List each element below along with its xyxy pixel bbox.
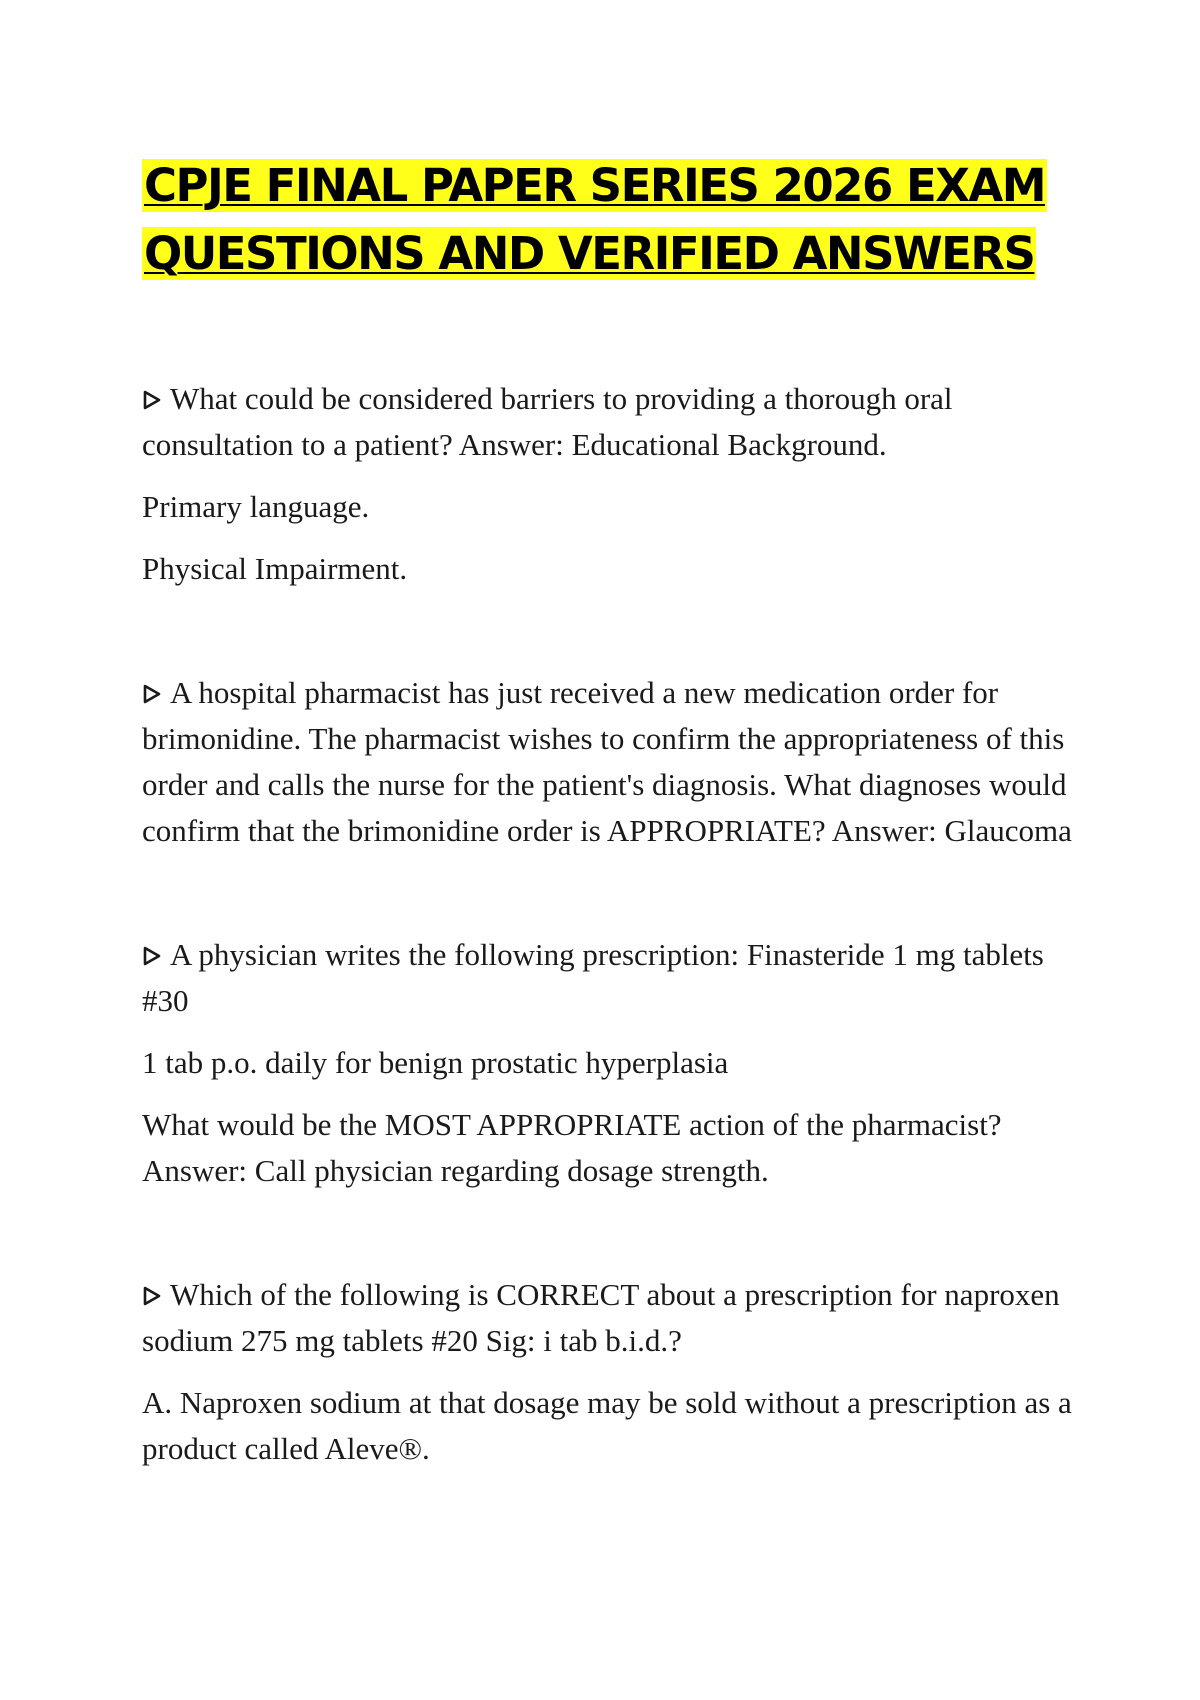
question-3-text <box>142 932 1082 1024</box>
triangle-right-outline-icon <box>142 683 162 705</box>
triangle-right-outline-icon <box>142 945 162 967</box>
triangle-right-outline-icon <box>142 1285 162 1307</box>
title-line-1: CPJE FINAL PAPER SERIES 2026 EXAM <box>144 159 1045 212</box>
title-line-2: QUESTIONS AND VERIFIED ANSWERS <box>144 227 1035 280</box>
question-4-paragraph-1: Which of the following is CORRECT about a prescription for naproxen sodium 275 mg tablets #20 Sig: i tab b.i.d.? <box>142 1277 1060 1358</box>
question-1-paragraph-1: What could be considered barriers to providing a thorough oral consultation to a patient? Answer: Educational Background. <box>142 381 953 462</box>
question-block-3 <box>142 932 1082 1194</box>
question-block-4 <box>142 1272 1082 1472</box>
question-block-2 <box>142 670 1082 854</box>
question-2-paragraph-1: A hospital pharmacist has just received a new medication order for brimonidine. The pharmacist wishes to confirm the appropriateness of this order and calls the nurse for the patient's diagnosis. What diagnoses would confirm that the brimonidine order is APPROPRIATE? Answer: Glaucoma <box>142 675 1072 848</box>
question-block-1 <box>142 376 1082 592</box>
question-4-paragraph-2: A. Naproxen sodium at that dosage may be sold without a prescription as a product called Aleve®. <box>142 1385 1072 1466</box>
question-3-paragraph-3: What would be the MOST APPROPRIATE action of the pharmacist? Answer: Call physician regarding dosage strength. <box>142 1107 1002 1188</box>
question-3-paragraph-1: A physician writes the following prescription: Finasteride 1 mg tablets #30 <box>142 937 1044 1018</box>
question-1-paragraph-3: Physical Impairment. <box>142 551 408 586</box>
triangle-right-outline-icon <box>142 389 162 411</box>
question-4-text <box>142 1272 1082 1364</box>
question-1-text <box>142 376 1082 468</box>
question-2-text <box>142 670 1082 854</box>
question-1-paragraph-2: Primary language. <box>142 489 370 524</box>
document-page <box>142 152 1082 1550</box>
question-3-paragraph-2: 1 tab p.o. daily for benign prostatic hyperplasia <box>142 1045 729 1080</box>
document-title <box>142 152 1082 288</box>
